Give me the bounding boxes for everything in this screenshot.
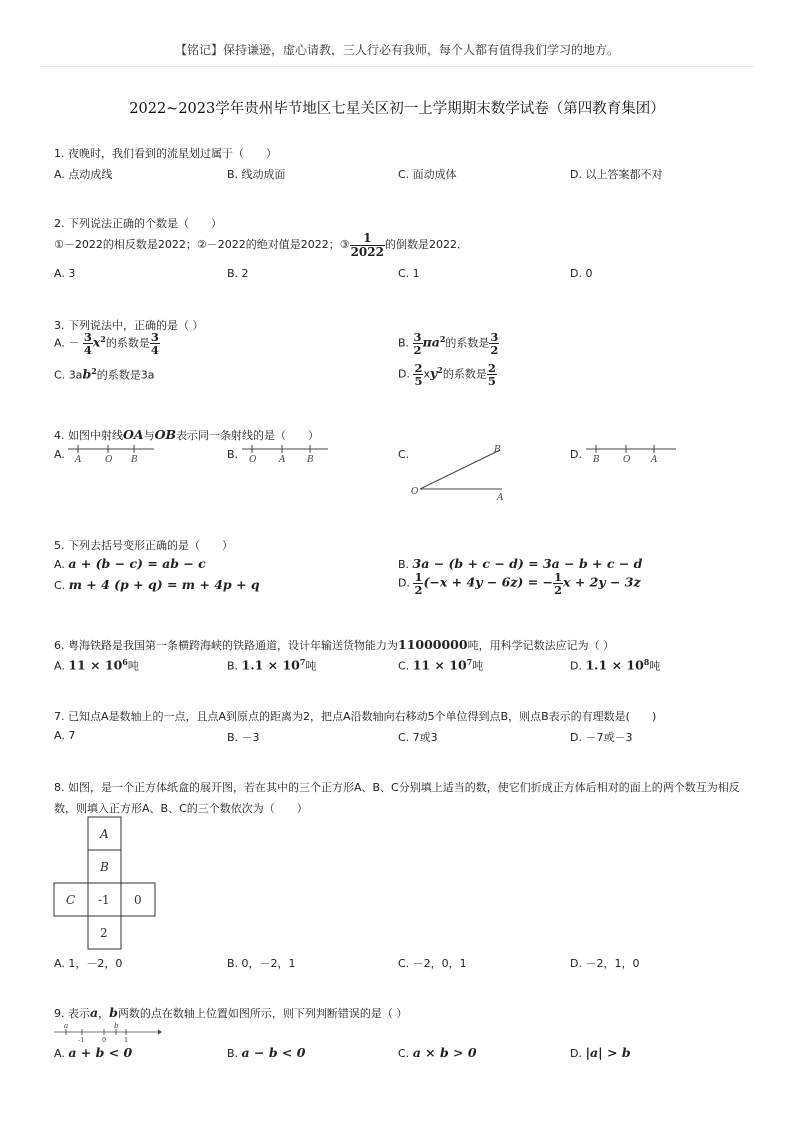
q4-figure-d bbox=[584, 442, 678, 466]
cell-minus-one-label: -1 bbox=[98, 893, 110, 907]
q9-option-a[interactable]: A. a + b < 0 bbox=[54, 1045, 133, 1060]
q8-stem-line1: 8. 如图，是一个正方体纸盒的展开图，若在其中的三个正方形A、B、C分别填上适当的数，使它们折成正方体后相对的面上的两个数互为相反 bbox=[54, 781, 740, 794]
q2-option-b[interactable]: B. 2 bbox=[227, 267, 249, 280]
q2-stem: 2. 下列说法正确的个数是（ ） bbox=[54, 217, 222, 230]
q5-option-c[interactable]: C. m + 4 (p + q) = m + 4p + q bbox=[54, 577, 260, 592]
q2-fraction: $\frac{1}{2022}$ bbox=[350, 231, 384, 259]
q4-stem: 4. 如图中射线OA与OB表示同一条射线的是（ ） bbox=[54, 427, 320, 442]
q4-figure-a bbox=[66, 442, 156, 466]
label-o: O bbox=[249, 455, 257, 465]
q1-option-b[interactable]: B. 线动成面 bbox=[227, 168, 286, 181]
label-b: B bbox=[131, 455, 138, 465]
cell-a-label: A bbox=[100, 827, 109, 841]
q9-option-c[interactable]: C. a × b > 0 bbox=[398, 1045, 477, 1060]
label-a: A bbox=[279, 455, 286, 465]
q7-stem: 7. 已知点A是数轴上的一点，且点A到原点的距离为2，把点A沿数轴向右移动5个单位得到点B，则点B表示的有理数是( ) bbox=[54, 710, 657, 723]
q1-option-a[interactable]: A. 点动成线 bbox=[54, 168, 113, 181]
arrow-head bbox=[158, 1030, 162, 1035]
q9-option-b[interactable]: B. a − b < 0 bbox=[227, 1045, 306, 1060]
motto: 【铭记】保持谦逊，虚心请教，三人行必有我师，每个人都有值得我们学习的地方。 bbox=[174, 43, 619, 57]
cell-b-label: B bbox=[100, 860, 109, 874]
q2-statement-end: 的倒数是2022． bbox=[384, 238, 468, 252]
q5-option-d[interactable]: D. $\frac{1}{2}$ (−x + 4y − 6z) = − $\frac{1}{2}$ x + 2y − 3z bbox=[398, 570, 641, 598]
q5-option-b[interactable]: B. 3a − (b + c − d) = 3a − b + c − d bbox=[398, 556, 643, 571]
ray-ob bbox=[420, 450, 500, 489]
q2-statements bbox=[54, 232, 468, 258]
q4-option-d[interactable]: D. bbox=[570, 448, 582, 461]
q2-option-d[interactable]: D. 0 bbox=[570, 267, 593, 280]
q6-stem: 6. 粤海铁路是我国第一条横跨海峡的铁路通道，设计年输送货物能力为11000000吨，用科学记数法应记为（ ） bbox=[54, 637, 615, 652]
q4-option-a[interactable]: A. bbox=[54, 448, 65, 461]
q8-option-d[interactable]: D. －2，1，0 bbox=[570, 957, 640, 970]
header-divider bbox=[40, 66, 754, 67]
label-a: A bbox=[497, 493, 504, 502]
q2-option-c[interactable]: C. 1 bbox=[398, 267, 420, 280]
q3-option-a[interactable]: A. － $\frac{3}{4}$ $x^2$的系数是 $\frac{3}{4}$ bbox=[54, 330, 159, 358]
q7-option-b[interactable]: B. －3 bbox=[227, 731, 260, 744]
q7-option-a[interactable]: A. 7 bbox=[54, 729, 76, 742]
q8-option-c[interactable]: C. －2，0，1 bbox=[398, 957, 467, 970]
q8-option-a[interactable]: A. 1，－2，0 bbox=[54, 957, 123, 970]
q6-option-d[interactable]: D. $1.1 \times 10^8$吨 bbox=[570, 657, 661, 673]
q5-stem: 5. 下列去括号变形正确的是（ ） bbox=[54, 539, 233, 552]
label-a: a bbox=[64, 1022, 69, 1030]
q9-number-line bbox=[54, 1022, 164, 1044]
label-o: O bbox=[105, 455, 113, 465]
q3-option-c[interactable]: C. $3ab^2$的系数是3a bbox=[54, 366, 155, 382]
cell-two-label: 2 bbox=[100, 926, 108, 940]
q6-option-a[interactable]: A. $11 \times 10^6$吨 bbox=[54, 657, 139, 673]
q9-stem: 9. 表示a，b两数的点在数轴上位置如图所示，则下列判断错误的是（ ） bbox=[54, 1005, 408, 1020]
label-minus-one: -1 bbox=[78, 1036, 85, 1044]
q8-stem-line2: 数，则填入正方形A、B、C的三个数依次为（ ） bbox=[54, 802, 308, 815]
label-o: O bbox=[411, 487, 419, 497]
label-a: A bbox=[75, 455, 82, 465]
q4-figure-b bbox=[238, 442, 330, 466]
q6-option-c[interactable]: C. $11 \times 10^7$吨 bbox=[398, 657, 484, 673]
q7-option-d[interactable]: D. －7或－3 bbox=[570, 731, 633, 744]
q9-option-d[interactable]: D. |a| > b bbox=[570, 1045, 631, 1060]
q8-cube-net bbox=[52, 816, 160, 952]
q3-option-d[interactable]: D. $\frac{2}{5}$ $xy^2$的系数是 $\frac{2}{5}$ bbox=[398, 361, 496, 389]
cell-zero-label: 0 bbox=[134, 893, 142, 907]
q1-option-c[interactable]: C. 面动成体 bbox=[398, 168, 457, 181]
page-title: 2022~2023学年贵州毕节地区七星关区初一上学期期末数学试卷（第四教育集团） bbox=[129, 101, 665, 117]
q4-option-b[interactable]: B. bbox=[227, 448, 239, 461]
label-a: A bbox=[651, 455, 658, 465]
label-b: B bbox=[494, 445, 501, 455]
q2-statement-text: ①－2022的相反数是2022；②－2022的绝对值是2022；③ bbox=[54, 238, 350, 252]
q5-option-a[interactable]: A. a + (b − c) = ab − c bbox=[54, 556, 206, 571]
label-o: O bbox=[623, 455, 631, 465]
q6-option-b[interactable]: B. $1.1 \times 10^7$吨 bbox=[227, 657, 317, 673]
q4-option-c[interactable]: C. bbox=[398, 448, 410, 461]
cell-c-label: C bbox=[66, 893, 76, 907]
q7-option-c[interactable]: C. 7或3 bbox=[398, 731, 438, 744]
q4-figure-c bbox=[408, 442, 508, 502]
q8-option-b[interactable]: B. 0，－2，1 bbox=[227, 957, 296, 970]
q1-stem: 1. 夜晚时，我们看到的流星划过属于（ ） bbox=[54, 147, 277, 160]
label-one: 1 bbox=[124, 1036, 129, 1044]
label-b: b bbox=[114, 1022, 119, 1030]
label-b: B bbox=[307, 455, 314, 465]
label-zero: 0 bbox=[102, 1036, 107, 1044]
q2-option-a[interactable]: A. 3 bbox=[54, 267, 76, 280]
label-b: B bbox=[593, 455, 600, 465]
q3-stem: 3. 下列说法中，正确的是（ ） bbox=[54, 319, 204, 332]
q3-option-b[interactable]: B. $\frac{3}{2}$ $\pi a^2$的系数是 $\frac{3}{2}$ bbox=[398, 330, 499, 358]
q1-option-d[interactable]: D. 以上答案都不对 bbox=[570, 168, 663, 181]
